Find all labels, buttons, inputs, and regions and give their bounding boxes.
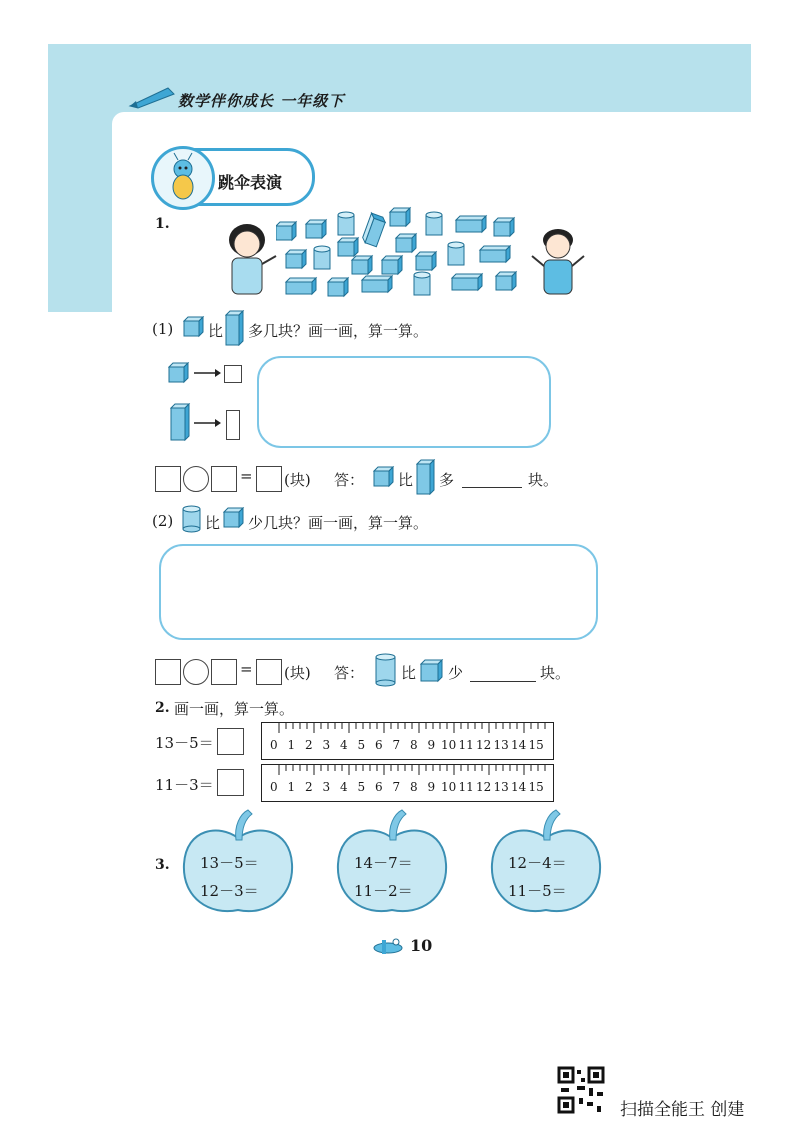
qr-code-icon: [557, 1066, 605, 1114]
ruler-tick-label: 9: [427, 738, 436, 752]
answer-label: 答：: [334, 471, 365, 489]
cylinder-icon: [182, 505, 202, 533]
bee-mascot-icon: [151, 146, 215, 210]
number-ruler: [261, 722, 554, 760]
small-cube-icon: [420, 659, 444, 683]
apple-equation: 12－3＝: [200, 882, 259, 900]
ruler-tick-label: 8: [410, 780, 418, 794]
ruler-tick-label: 7: [392, 780, 401, 794]
ruler-labels: [266, 780, 551, 798]
unit-label: (块): [284, 664, 311, 682]
legend-tall-block-icon: [170, 403, 192, 441]
answer-box[interactable]: [256, 466, 282, 492]
arrow-right-icon: [193, 368, 221, 378]
boy-illustration: [528, 226, 588, 298]
ruler-tick-label: 5: [357, 780, 366, 794]
apple-equation: 13－5＝: [200, 854, 259, 872]
legend-square-symbol: [224, 365, 242, 383]
legend-cube-icon: [168, 362, 190, 384]
ruler-tick-label: 11: [458, 780, 474, 794]
cylinder-icon: [375, 653, 397, 687]
answer-box[interactable]: [155, 659, 181, 685]
ruler-tick-label: 13: [493, 738, 509, 752]
answer-bi: 比: [398, 471, 414, 489]
answer-box[interactable]: [217, 728, 244, 755]
answer-label: 答：: [334, 664, 365, 682]
ruler-tick-label: 10: [441, 738, 457, 752]
question-2-number: 2.: [155, 700, 170, 716]
ruler-tick-label: 3: [322, 738, 331, 752]
answer-box[interactable]: [256, 659, 282, 685]
part2-bi: 比: [205, 514, 221, 532]
page-number: 10: [410, 936, 433, 955]
answer-blank[interactable]: [470, 681, 536, 682]
part2-prefix: (2): [152, 512, 174, 530]
part1-question: 多几块？画一画，算一算。: [248, 322, 429, 340]
part1-bi: 比: [208, 322, 224, 340]
tall-block-icon: [416, 459, 436, 495]
ruler-labels: [266, 738, 551, 756]
scanner-watermark-text: 扫描全能王 创建: [620, 1100, 745, 1120]
small-cube-icon: [223, 507, 245, 529]
ruler-tick-label: 4: [340, 780, 348, 794]
expression: 11－3＝: [155, 776, 214, 794]
operator-circle[interactable]: [183, 466, 209, 492]
answer-box[interactable]: [155, 466, 181, 492]
ruler-tick-label: 1: [287, 780, 296, 794]
section-title: 跳伞表演: [218, 173, 283, 192]
ruler-tick-label: 4: [340, 738, 348, 752]
ruler-ticks: [262, 765, 553, 779]
arrow-right-icon: [193, 418, 221, 428]
answer-box[interactable]: [211, 466, 237, 492]
answer-shao: 少: [448, 664, 464, 682]
apple-equation: 14－7＝: [354, 854, 413, 872]
answer-blank[interactable]: [462, 487, 522, 488]
drawing-area-1[interactable]: [257, 356, 551, 448]
header-title: 数学伴你成长 一年级下: [178, 92, 345, 110]
ruler-tick-label: 5: [357, 738, 366, 752]
answer-kuai: 块。: [528, 471, 559, 489]
legend-rect-symbol: [226, 410, 240, 440]
answer-box[interactable]: [211, 659, 237, 685]
ruler-tick-label: 12: [476, 738, 492, 752]
ruler-tick-label: 12: [476, 780, 492, 794]
number-ruler: [261, 764, 554, 802]
pencil-icon: [128, 84, 178, 110]
ruler-zero-label: 0: [270, 780, 278, 794]
ruler-tick-label: 15: [528, 780, 544, 794]
ruler-tick-label: 11: [458, 738, 474, 752]
answer-box[interactable]: [217, 769, 244, 796]
answer-bi: 比: [401, 664, 417, 682]
ruler-tick-label: 8: [410, 738, 418, 752]
operator-circle[interactable]: [183, 659, 209, 685]
ruler-ticks: [262, 723, 553, 737]
ruler-tick-label: 14: [511, 780, 527, 794]
ruler-zero-label: 0: [270, 738, 278, 752]
part2-question: 少几块？画一画，算一算。: [248, 514, 429, 532]
ruler-tick-label: 6: [375, 738, 383, 752]
part1-prefix: (1): [152, 320, 174, 338]
ruler-tick-label: 6: [375, 780, 383, 794]
airplane-mascot-icon: [370, 936, 406, 956]
ruler-tick-label: 14: [511, 738, 527, 752]
ruler-tick-label: 2: [305, 738, 313, 752]
answer-duo: 多: [439, 471, 455, 489]
expression: 13－5＝: [155, 734, 214, 752]
girl-illustration: [214, 222, 280, 298]
ruler-tick-label: 15: [528, 738, 544, 752]
tall-block-icon: [225, 310, 245, 346]
unit-label: (块): [284, 471, 311, 489]
block-pile-illustration: [276, 206, 526, 298]
question-3-number: 3.: [155, 857, 170, 873]
apple-card: [488, 806, 604, 918]
apple-card: [334, 806, 450, 918]
ruler-tick-label: 7: [392, 738, 401, 752]
ruler-tick-label: 10: [441, 780, 457, 794]
small-cube-icon: [183, 316, 205, 338]
ruler-tick-label: 13: [493, 780, 509, 794]
drawing-area-2[interactable]: [159, 544, 598, 640]
apple-equation: 12－4＝: [508, 854, 567, 872]
small-cube-icon: [373, 466, 395, 488]
apple-card: [180, 806, 296, 918]
question-2-instruction: 画一画，算一算。: [174, 700, 295, 718]
ruler-tick-label: 2: [305, 780, 313, 794]
ruler-tick-label: 1: [287, 738, 296, 752]
equals-sign: =: [240, 467, 253, 485]
equals-sign: =: [240, 660, 253, 678]
apple-equation: 11－5＝: [508, 882, 567, 900]
ruler-tick-label: 9: [427, 780, 436, 794]
answer-kuai: 块。: [540, 664, 571, 682]
ruler-tick-label: 3: [322, 780, 331, 794]
apple-equation: 11－2＝: [354, 882, 413, 900]
question-1-number: 1.: [155, 216, 170, 232]
